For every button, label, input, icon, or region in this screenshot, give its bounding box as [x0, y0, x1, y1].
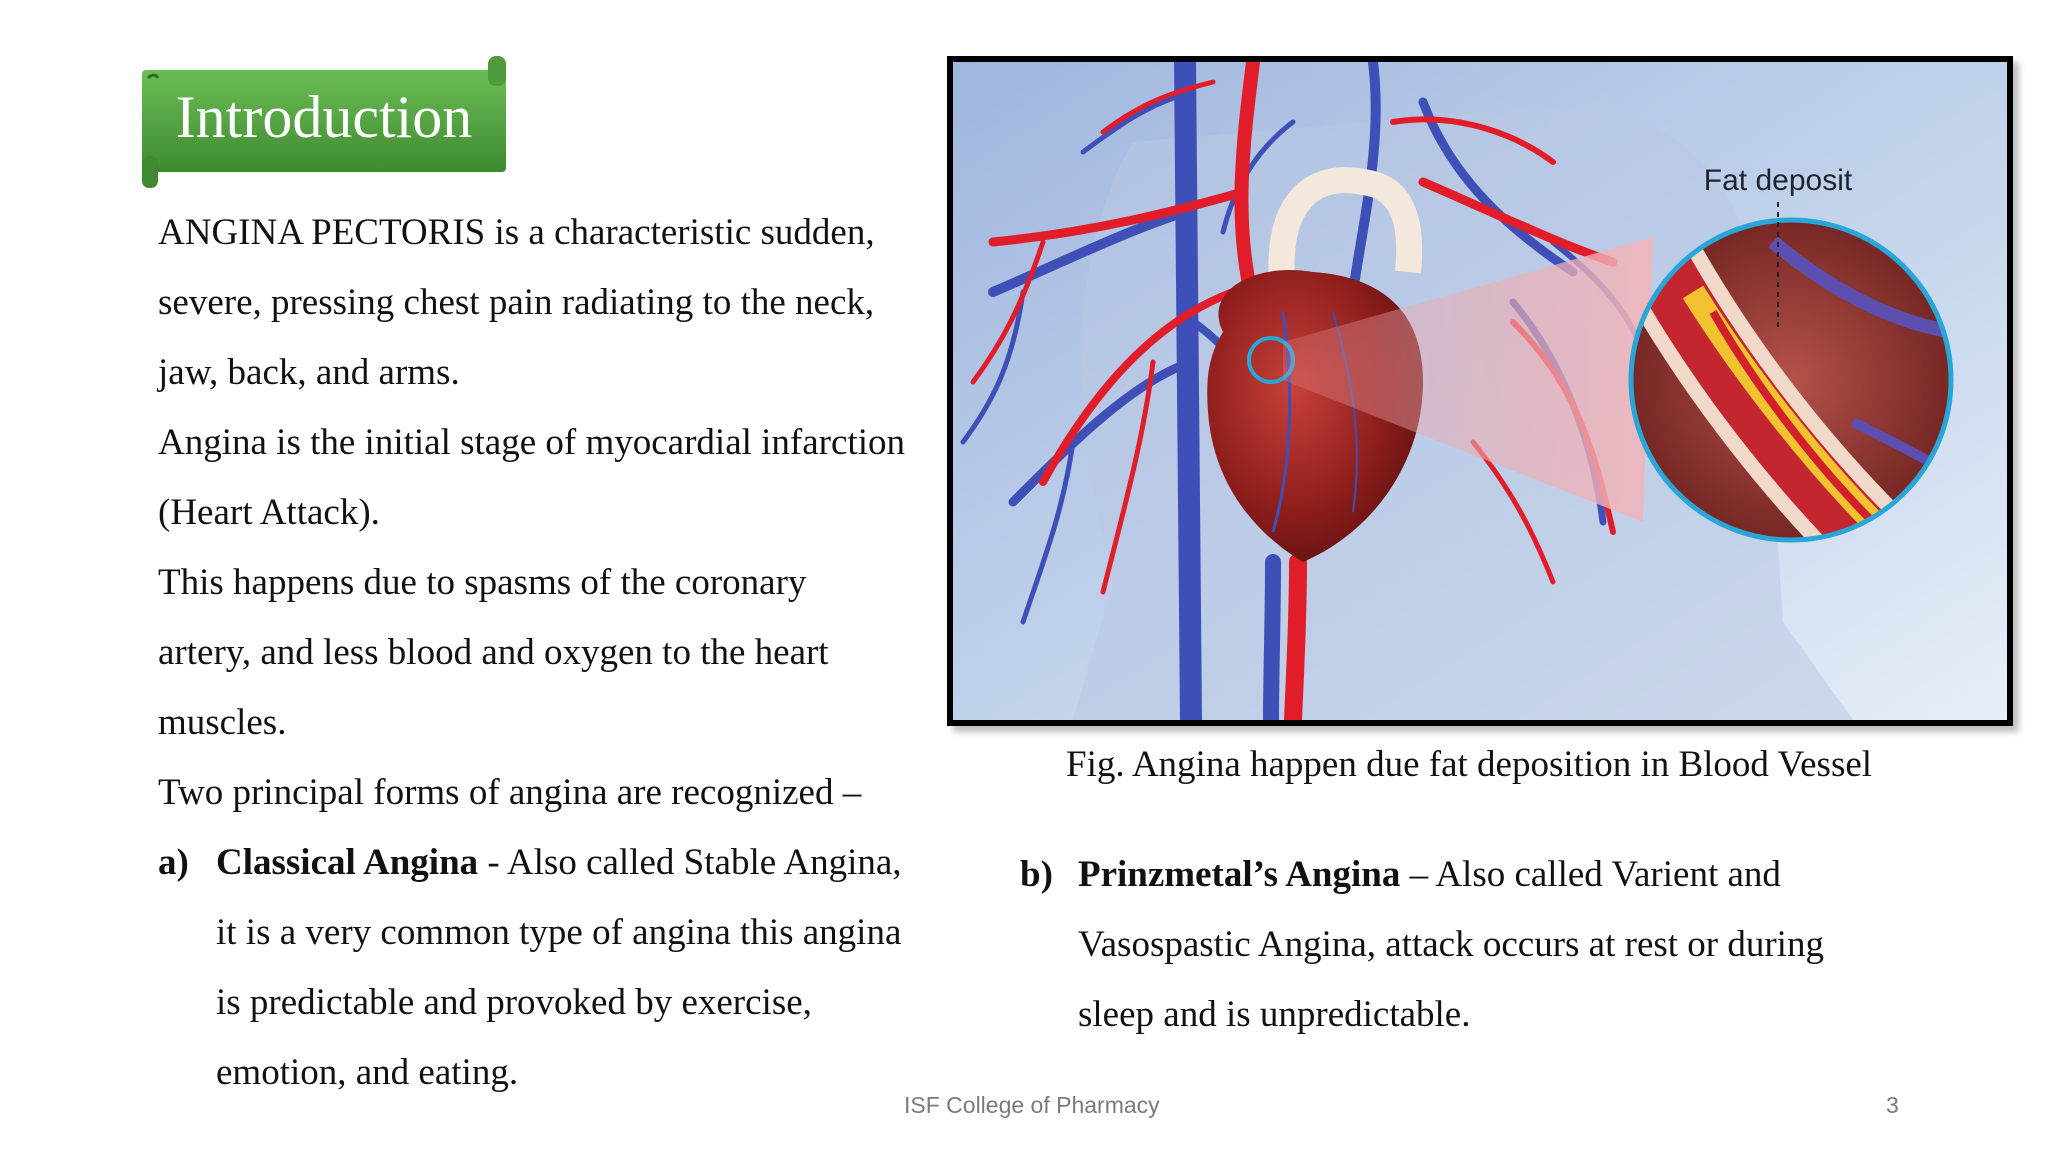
item-a-label: a) — [158, 842, 189, 883]
item-a-line: emotion, and eating. — [216, 1052, 519, 1093]
item-a-term: Classical Angina — [216, 842, 479, 883]
page-title: Introduction — [175, 84, 473, 150]
title-banner — [142, 56, 506, 190]
item-a-first-rest: - Also called Stable Angina, — [478, 842, 902, 883]
footer-institution: ISF College of Pharmacy — [904, 1092, 1160, 1118]
item-b-term: Prinzmetal’s Angina — [1078, 854, 1401, 895]
item-b-label: b) — [1020, 854, 1053, 895]
item-b-first-line — [1078, 840, 1781, 910]
item-a-line: is predictable and provoked by exercise, — [216, 982, 812, 1023]
intro-line: Angina is the initial stage of myocardial infarction — [158, 422, 905, 463]
page-number: 3 — [1886, 1092, 1899, 1118]
item-a-first-line — [216, 828, 902, 898]
intro-line: ANGINA PECTORIS is a characteristic sudden, — [158, 212, 875, 253]
intro-line: muscles. — [158, 702, 287, 743]
item-a-line: it is a very common type of angina this angina — [216, 912, 902, 953]
intro-line: severe, pressing chest pain radiating to the neck, — [158, 282, 875, 323]
intro-line: This happens due to spasms of the coronary — [158, 562, 807, 603]
intro-line: artery, and less blood and oxygen to the heart — [158, 632, 829, 673]
intro-line: (Heart Attack). — [158, 492, 380, 533]
item-b-line: Vasospastic Angina, attack occurs at rest or during — [1078, 924, 1824, 965]
item-b-line: sleep and is unpredictable. — [1078, 994, 1471, 1035]
fat-deposit-annotation: Fat deposit — [1703, 164, 1853, 197]
heart-artery-svg — [953, 62, 2007, 720]
heart-illustration — [947, 56, 2013, 726]
figure-caption: Fig. Angina happen due fat deposition in Blood Vessel — [1066, 744, 1873, 785]
intro-line: jaw, back, and arms. — [158, 352, 460, 393]
item-b-first-rest: – Also called Varient and — [1400, 854, 1781, 895]
intro-line: Two principal forms of angina are recognized – — [158, 772, 862, 813]
